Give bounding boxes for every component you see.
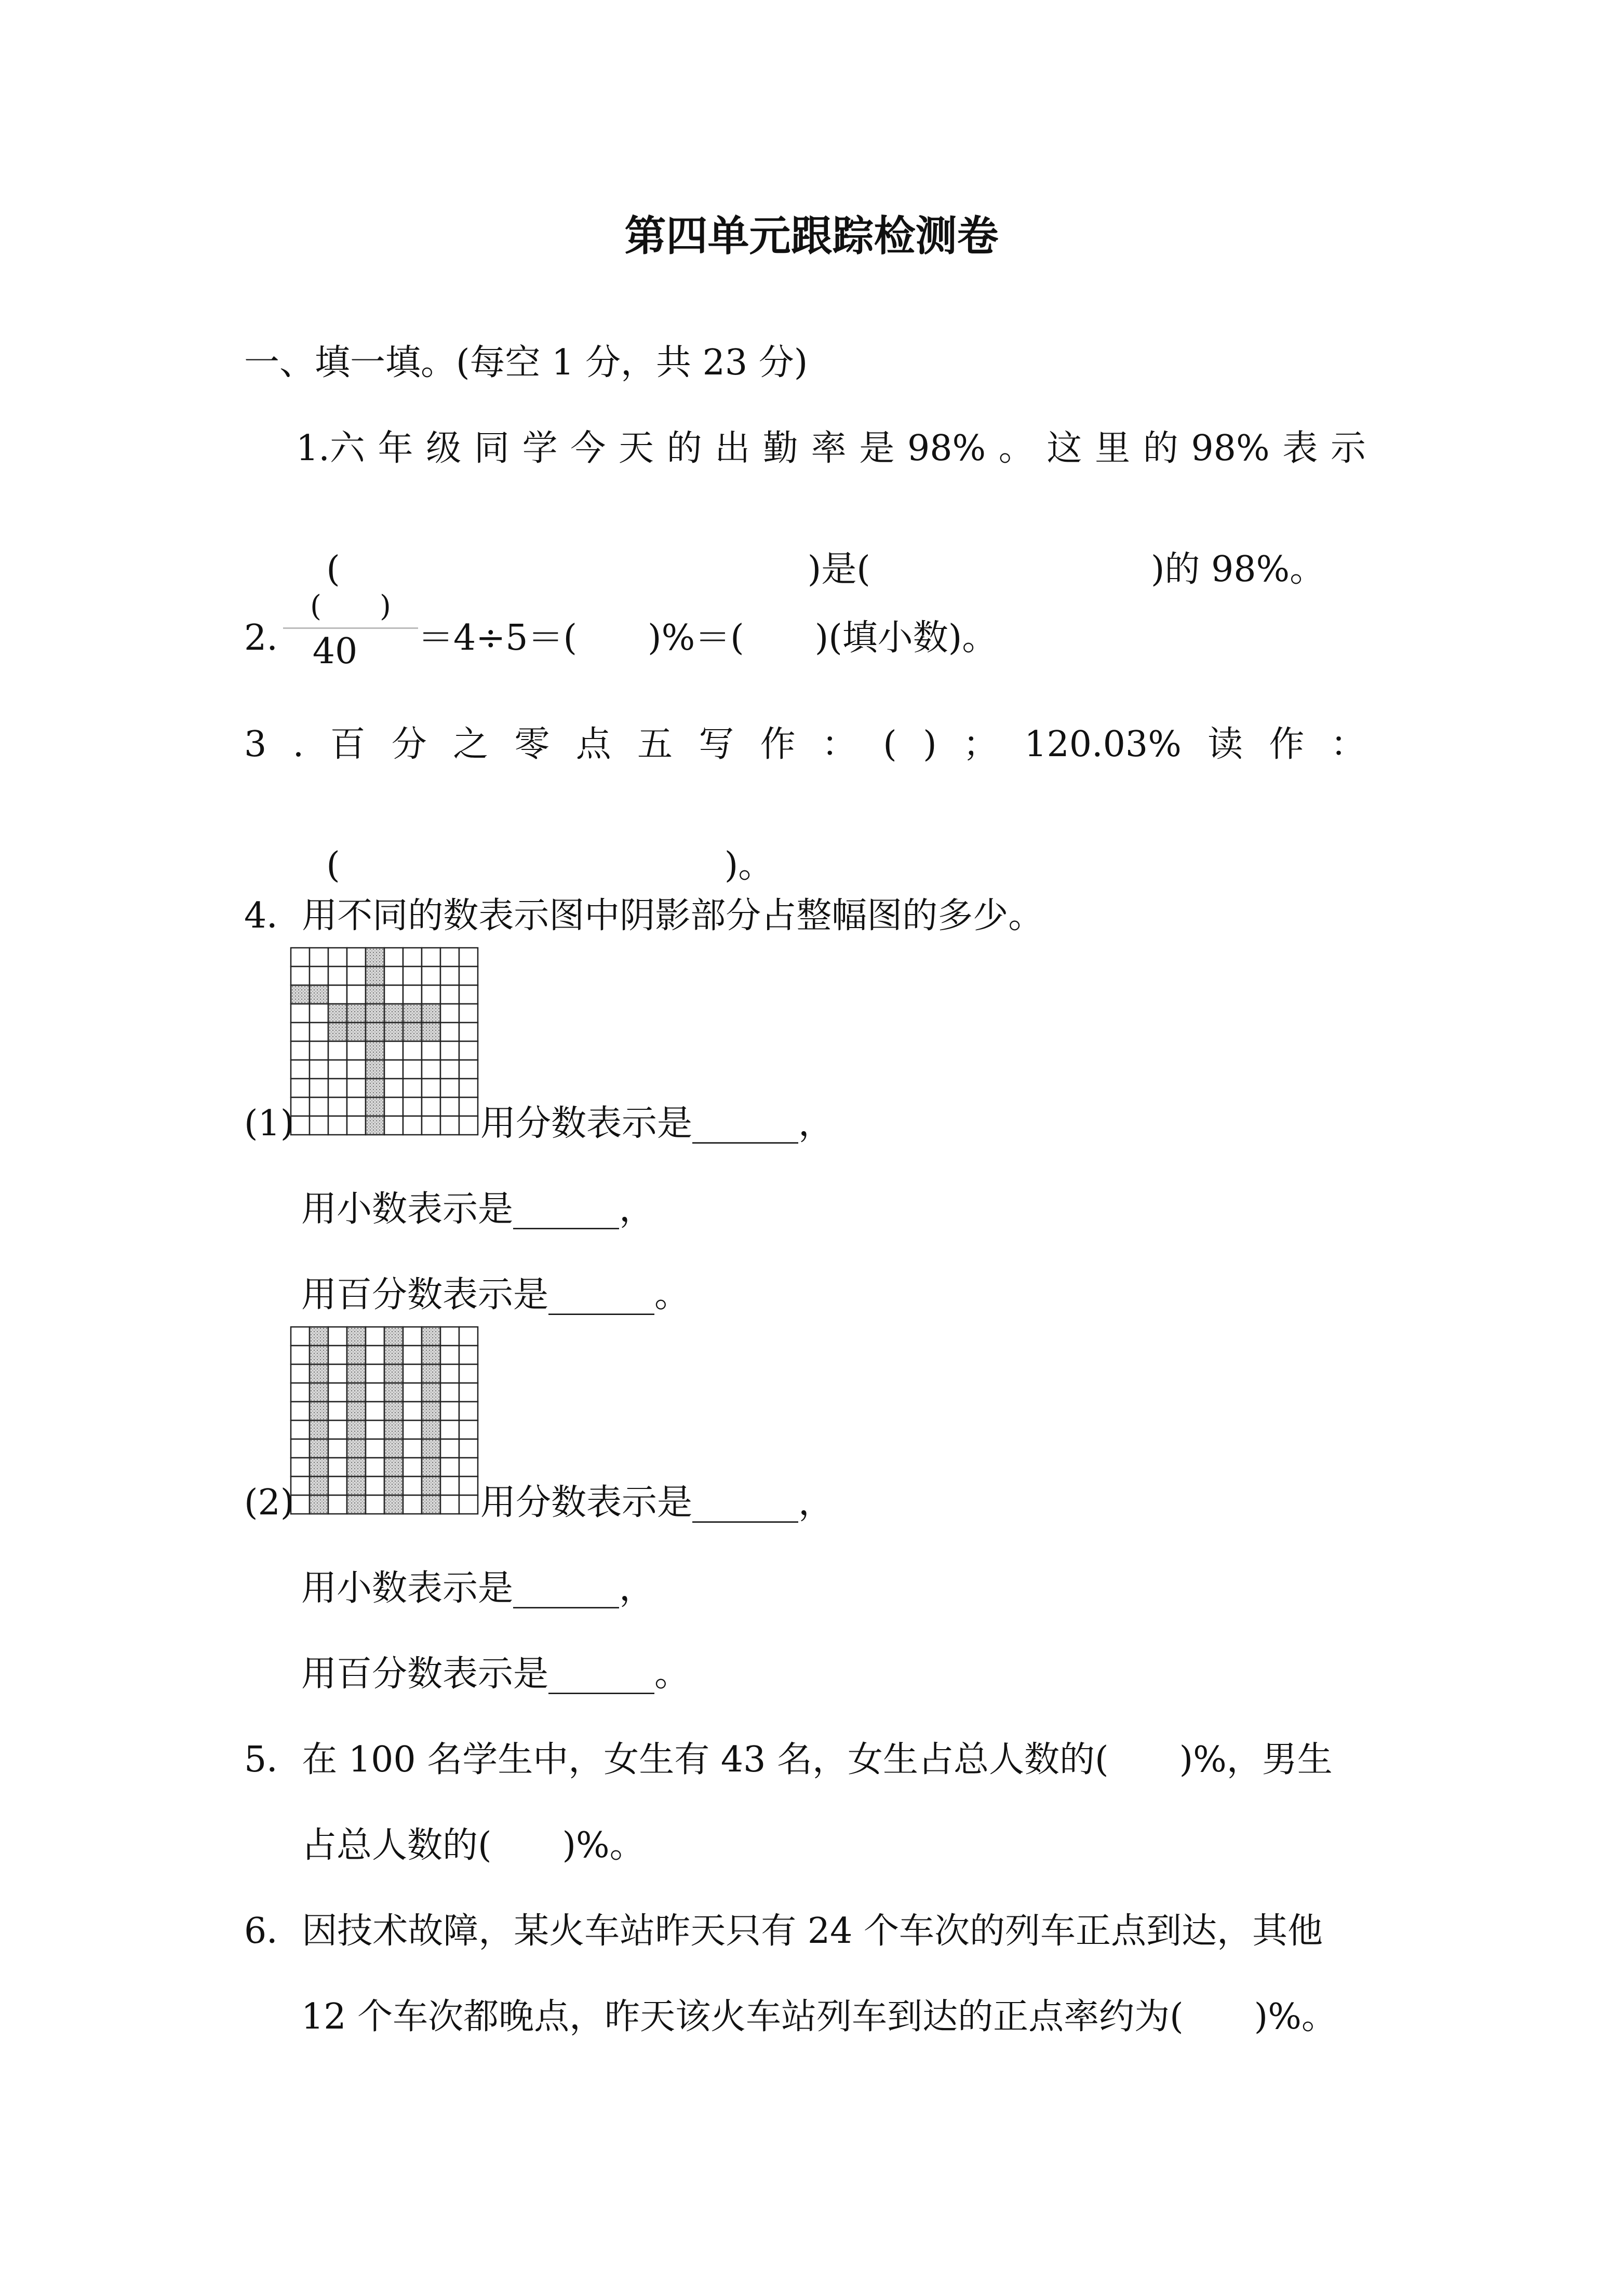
grid2-shaded-cell	[347, 1402, 366, 1420]
grid2-shaded-cell	[384, 1346, 403, 1364]
grid2-shaded-cell	[347, 1346, 366, 1364]
grid2-cell	[328, 1495, 347, 1514]
q3-char: 写	[699, 724, 734, 765]
grid1-cell	[310, 948, 328, 966]
q2-rest: ＝4÷5＝( )%＝( )(填小数)。	[418, 617, 998, 659]
grid2-shaded-cell	[422, 1420, 440, 1439]
grid2-cell	[291, 1327, 310, 1346]
grid1-cell	[310, 966, 328, 985]
grid2-shaded-cell	[422, 1346, 440, 1364]
q1-char: 1.六	[296, 428, 365, 469]
grid2-shaded-cell	[310, 1346, 328, 1364]
q2-fraction	[283, 589, 418, 672]
grid1-cell	[403, 985, 422, 1004]
grid2-shaded-cell	[384, 1327, 403, 1346]
grid1-shaded-cell	[366, 1023, 384, 1041]
q3-char: 之	[453, 724, 489, 765]
grid1-cell	[459, 1004, 478, 1023]
grid2-cell	[440, 1420, 459, 1439]
grid1-cell	[440, 1004, 459, 1023]
grid2-cell	[366, 1495, 384, 1514]
grid1-cell	[347, 1041, 366, 1060]
grid2-cell	[366, 1420, 384, 1439]
q1-char: 的	[1143, 428, 1178, 469]
grid1-cell	[347, 1079, 366, 1097]
grid1-cell	[291, 966, 310, 985]
grid1-shaded-cell	[366, 948, 384, 966]
q1-char: 学	[522, 428, 558, 469]
grid2-shaded-cell	[310, 1495, 328, 1514]
grid2-shaded-cell	[384, 1476, 403, 1495]
grid2-shaded-cell	[384, 1402, 403, 1420]
q1-char: 。	[998, 428, 1034, 469]
grid2-shaded-cell	[422, 1402, 440, 1420]
grid1-cell	[384, 1060, 403, 1079]
q1-char: 级	[426, 428, 462, 469]
grid1-shaded-cell	[366, 966, 384, 985]
grid1-cell	[310, 1023, 328, 1041]
grid1-cell	[347, 985, 366, 1004]
grid1-cell	[347, 948, 366, 966]
q5-line1: 5．在 100 名学生中，女生有 43 名，女生占总人数的( )%，男生	[244, 1739, 1333, 1780]
grid1-cell	[384, 966, 403, 985]
grid1-cell	[422, 985, 440, 1004]
grid2-shaded-cell	[347, 1364, 366, 1383]
grid1-cell	[440, 966, 459, 985]
q6-line1: 6．因技术故障，某火车站昨天只有 24 个车次的列车正点到达，其他	[244, 1911, 1323, 1952]
grid1-cell	[459, 966, 478, 985]
grid1-shaded-cell	[328, 1023, 347, 1041]
q1-char: 天	[618, 428, 654, 469]
grid1-cell	[310, 1004, 328, 1023]
q4-part1-percent[interactable]: 用百分数表示是______。	[301, 1274, 690, 1315]
grid1-shaded-cell	[384, 1023, 403, 1041]
hundred-grid-2	[288, 1324, 480, 1516]
grid2-shaded-cell	[347, 1327, 366, 1346]
grid1-cell	[291, 1004, 310, 1023]
grid2-cell	[366, 1439, 384, 1458]
q2-fraction-bar	[283, 627, 418, 629]
q1-line1	[296, 428, 1366, 469]
grid2-shaded-cell	[347, 1458, 366, 1476]
grid2-cell	[459, 1402, 478, 1420]
grid2-cell	[291, 1420, 310, 1439]
grid1-cell	[291, 1079, 310, 1097]
grid1-cell	[328, 948, 347, 966]
q1-mid-text: )是(	[807, 549, 870, 590]
q2-fraction-denominator: 40	[312, 631, 358, 672]
grid2-cell	[440, 1364, 459, 1383]
q3-char: 五	[637, 724, 673, 765]
grid2-cell	[403, 1439, 422, 1458]
q1-char: 勤	[762, 428, 798, 469]
grid2-cell	[328, 1402, 347, 1420]
q3-char: (	[883, 724, 897, 765]
grid1-cell	[347, 1097, 366, 1116]
grid2-shaded-cell	[347, 1383, 366, 1402]
grid2-cell	[328, 1364, 347, 1383]
grid1-shaded-cell	[366, 1041, 384, 1060]
grid1-cell	[384, 1079, 403, 1097]
grid2-cell	[366, 1402, 384, 1420]
q6-line2: 12 个车次都晚点，昨天该火车站列车到达的正点率约为( )%。	[301, 1996, 1337, 2037]
q3-char: 分	[391, 724, 427, 765]
q3-line2	[304, 813, 774, 886]
grid1-cell	[291, 1023, 310, 1041]
grid2-cell	[328, 1383, 347, 1402]
grid1-cell	[310, 1116, 328, 1135]
grid1-cell	[403, 1079, 422, 1097]
grid1-cell	[459, 1041, 478, 1060]
q1-char: 里	[1095, 428, 1131, 469]
q3-char: 作	[1269, 724, 1305, 765]
grid1-cell	[440, 1060, 459, 1079]
grid1-cell	[328, 985, 347, 1004]
grid2-shaded-cell	[310, 1458, 328, 1476]
q1-paren-open: (	[326, 549, 340, 590]
grid1-cell	[328, 1116, 347, 1135]
grid1-shaded-cell	[366, 1079, 384, 1097]
grid2-cell	[328, 1327, 347, 1346]
grid1-cell	[328, 1079, 347, 1097]
q1-char: 率	[811, 428, 847, 469]
grid1-shaded-cell	[384, 1004, 403, 1023]
grid2-shaded-cell	[347, 1439, 366, 1458]
grid2-cell	[403, 1476, 422, 1495]
grid2-shaded-cell	[347, 1420, 366, 1439]
grid1-cell	[459, 948, 478, 966]
q4-part2-label: (2)	[244, 1482, 294, 1523]
q3-char: 读	[1208, 724, 1243, 765]
grid1-cell	[459, 1023, 478, 1041]
grid2-cell	[328, 1420, 347, 1439]
grid1-shaded-cell	[347, 1023, 366, 1041]
grid2-shaded-cell	[422, 1383, 440, 1402]
grid2-cell	[366, 1476, 384, 1495]
grid2-shaded-cell	[384, 1364, 403, 1383]
q1-char: 98%	[907, 428, 986, 469]
grid2-cell	[440, 1383, 459, 1402]
grid1-cell	[328, 966, 347, 985]
q2-fraction-numerator[interactable]: ( )	[310, 589, 391, 623]
grid1-cell	[422, 1060, 440, 1079]
grid1-shaded-cell	[366, 985, 384, 1004]
grid2-cell	[291, 1364, 310, 1383]
q1-char: 今	[570, 428, 606, 469]
q1-char: 出	[715, 428, 750, 469]
grid1-cell	[422, 1041, 440, 1060]
grid1-cell	[384, 948, 403, 966]
grid2-shaded-cell	[422, 1327, 440, 1346]
grid2-cell	[459, 1476, 478, 1495]
grid2-cell	[291, 1346, 310, 1364]
grid1-cell	[310, 1079, 328, 1097]
grid1-shaded-cell	[347, 1004, 366, 1023]
grid1-shaded-cell	[366, 1116, 384, 1135]
grid1-shaded-cell	[422, 1004, 440, 1023]
q1-char: 这	[1047, 428, 1082, 469]
grid1-cell	[347, 1116, 366, 1135]
grid1-cell	[347, 966, 366, 985]
grid1-cell	[403, 966, 422, 985]
grid2-shaded-cell	[310, 1327, 328, 1346]
grid1-cell	[459, 985, 478, 1004]
grid1-cell	[440, 1041, 459, 1060]
q1-char: 年	[378, 428, 413, 469]
grid2-cell	[366, 1364, 384, 1383]
q3-paren-close: )。	[724, 845, 774, 886]
grid1-cell	[403, 1041, 422, 1060]
grid2-cell	[440, 1458, 459, 1476]
grid1-cell	[291, 1060, 310, 1079]
q1-char: 是	[859, 428, 895, 469]
grid1-cell	[384, 1041, 403, 1060]
grid2-cell	[459, 1346, 478, 1364]
grid1-shaded-cell	[403, 1004, 422, 1023]
q3-char: )	[923, 724, 937, 765]
grid1-cell	[459, 1079, 478, 1097]
grid2-cell	[403, 1458, 422, 1476]
grid2-cell	[459, 1439, 478, 1458]
q1-end-text: )的 98%。	[1150, 549, 1325, 590]
q3-line1	[244, 724, 1366, 765]
grid2-shaded-cell	[347, 1495, 366, 1514]
grid2-shaded-cell	[384, 1458, 403, 1476]
grid1-cell	[403, 948, 422, 966]
grid2-shaded-cell	[422, 1476, 440, 1495]
q4-part1-decimal[interactable]: 用小数表示是______，	[301, 1189, 655, 1230]
grid2-shaded-cell	[347, 1476, 366, 1495]
q3-char: 3	[244, 724, 267, 765]
grid1-shaded-cell	[422, 1023, 440, 1041]
grid2-cell	[328, 1439, 347, 1458]
grid2-shaded-cell	[384, 1383, 403, 1402]
grid1-cell	[291, 1041, 310, 1060]
hundred-grid-1	[288, 945, 480, 1137]
grid1-cell	[310, 1060, 328, 1079]
q1-line2	[304, 517, 1325, 590]
grid1-cell	[422, 1097, 440, 1116]
grid1-shaded-cell	[291, 985, 310, 1004]
q1-char: 同	[474, 428, 509, 469]
grid1-cell	[422, 1079, 440, 1097]
grid2-shaded-cell	[384, 1420, 403, 1439]
grid1-cell	[440, 948, 459, 966]
q3-char: ：	[1330, 724, 1366, 765]
grid1-cell	[440, 985, 459, 1004]
q1-char: 98%	[1191, 428, 1270, 469]
grid2-cell	[366, 1327, 384, 1346]
grid2-cell	[440, 1327, 459, 1346]
grid2-cell	[403, 1346, 422, 1364]
grid2-cell	[403, 1364, 422, 1383]
grid2-shaded-cell	[422, 1458, 440, 1476]
grid1-cell	[440, 1097, 459, 1116]
grid1-cell	[459, 1116, 478, 1135]
grid1-shaded-cell	[366, 1060, 384, 1079]
grid2-cell	[403, 1420, 422, 1439]
grid2-shaded-cell	[310, 1420, 328, 1439]
q3-char: ；	[962, 724, 998, 765]
q4-part2-percent[interactable]: 用百分数表示是______。	[301, 1654, 690, 1695]
grid1-cell	[291, 948, 310, 966]
q4-part2-fraction[interactable]: 用分数表示是______，	[480, 1482, 834, 1523]
grid2-cell	[459, 1458, 478, 1476]
grid2-shaded-cell	[422, 1364, 440, 1383]
grid1-cell	[459, 1060, 478, 1079]
grid1-cell	[440, 1079, 459, 1097]
grid2-cell	[366, 1458, 384, 1476]
grid2-cell	[328, 1476, 347, 1495]
grid2-cell	[366, 1383, 384, 1402]
grid1-cell	[440, 1116, 459, 1135]
grid2-cell	[403, 1402, 422, 1420]
grid2-cell	[403, 1495, 422, 1514]
grid2-cell	[291, 1383, 310, 1402]
grid2-shaded-cell	[384, 1495, 403, 1514]
grid2-cell	[459, 1383, 478, 1402]
grid1-cell	[384, 985, 403, 1004]
grid1-cell	[384, 1097, 403, 1116]
grid1-shaded-cell	[366, 1004, 384, 1023]
grid2-shaded-cell	[384, 1439, 403, 1458]
q5-line2: 占总人数的( )%。	[301, 1825, 645, 1866]
grid1-cell	[403, 1097, 422, 1116]
page-title: 第四单元跟踪检测卷	[624, 212, 999, 260]
grid2-cell	[440, 1346, 459, 1364]
grid2-cell	[291, 1439, 310, 1458]
grid2-cell	[459, 1495, 478, 1514]
q3-paren-open: (	[326, 845, 340, 886]
grid2-cell	[440, 1495, 459, 1514]
grid2-shaded-cell	[310, 1364, 328, 1383]
q3-char: ：	[821, 724, 857, 765]
q2-number: 2.	[244, 617, 278, 659]
grid1-cell	[384, 1116, 403, 1135]
grid2-cell	[459, 1420, 478, 1439]
q4-part2-decimal[interactable]: 用小数表示是______，	[301, 1568, 655, 1609]
grid2-shaded-cell	[422, 1495, 440, 1514]
grid1-cell	[328, 1060, 347, 1079]
grid2-shaded-cell	[422, 1439, 440, 1458]
grid1-cell	[347, 1060, 366, 1079]
q3-char: 点	[575, 724, 611, 765]
q4-part1-fraction[interactable]: 用分数表示是______，	[480, 1103, 834, 1144]
grid1-cell	[422, 948, 440, 966]
grid2-cell	[403, 1327, 422, 1346]
grid1-cell	[422, 1116, 440, 1135]
grid2-cell	[440, 1476, 459, 1495]
grid1-cell	[310, 1041, 328, 1060]
grid1-shaded-cell	[403, 1023, 422, 1041]
q3-char: 作	[760, 724, 796, 765]
grid2-shaded-cell	[310, 1439, 328, 1458]
grid2-cell	[328, 1346, 347, 1364]
grid2-cell	[328, 1458, 347, 1476]
q3-char: .	[292, 724, 304, 765]
grid2-cell	[440, 1439, 459, 1458]
grid1-cell	[310, 1097, 328, 1116]
grid2-cell	[459, 1364, 478, 1383]
q3-char: 120.03%	[1024, 724, 1182, 765]
q4-question: 4．用不同的数表示图中阴影部分占整幅图的多少。	[244, 895, 1044, 936]
grid1-cell	[403, 1060, 422, 1079]
q1-char: 示	[1330, 428, 1366, 469]
q3-char: 零	[514, 724, 550, 765]
grid1-cell	[422, 966, 440, 985]
grid2-cell	[459, 1327, 478, 1346]
grid2-cell	[291, 1402, 310, 1420]
grid1-cell	[459, 1097, 478, 1116]
q1-char: 表	[1282, 428, 1318, 469]
grid1-shaded-cell	[310, 985, 328, 1004]
grid2-shaded-cell	[310, 1383, 328, 1402]
section-heading: 一、填一填。(每空 1 分，共 23 分)	[244, 342, 808, 383]
grid1-cell	[328, 1041, 347, 1060]
grid2-cell	[291, 1458, 310, 1476]
grid1-shaded-cell	[366, 1097, 384, 1116]
grid2-shaded-cell	[310, 1402, 328, 1420]
q4-part1-label: (1)	[244, 1103, 294, 1144]
grid2-cell	[440, 1402, 459, 1420]
grid2-cell	[403, 1383, 422, 1402]
q1-char: 的	[666, 428, 702, 469]
grid2-shaded-cell	[310, 1476, 328, 1495]
grid1-cell	[403, 1116, 422, 1135]
grid1-shaded-cell	[328, 1004, 347, 1023]
grid1-cell	[440, 1023, 459, 1041]
grid2-cell	[366, 1346, 384, 1364]
grid1-cell	[328, 1097, 347, 1116]
q3-char: 百	[330, 724, 366, 765]
